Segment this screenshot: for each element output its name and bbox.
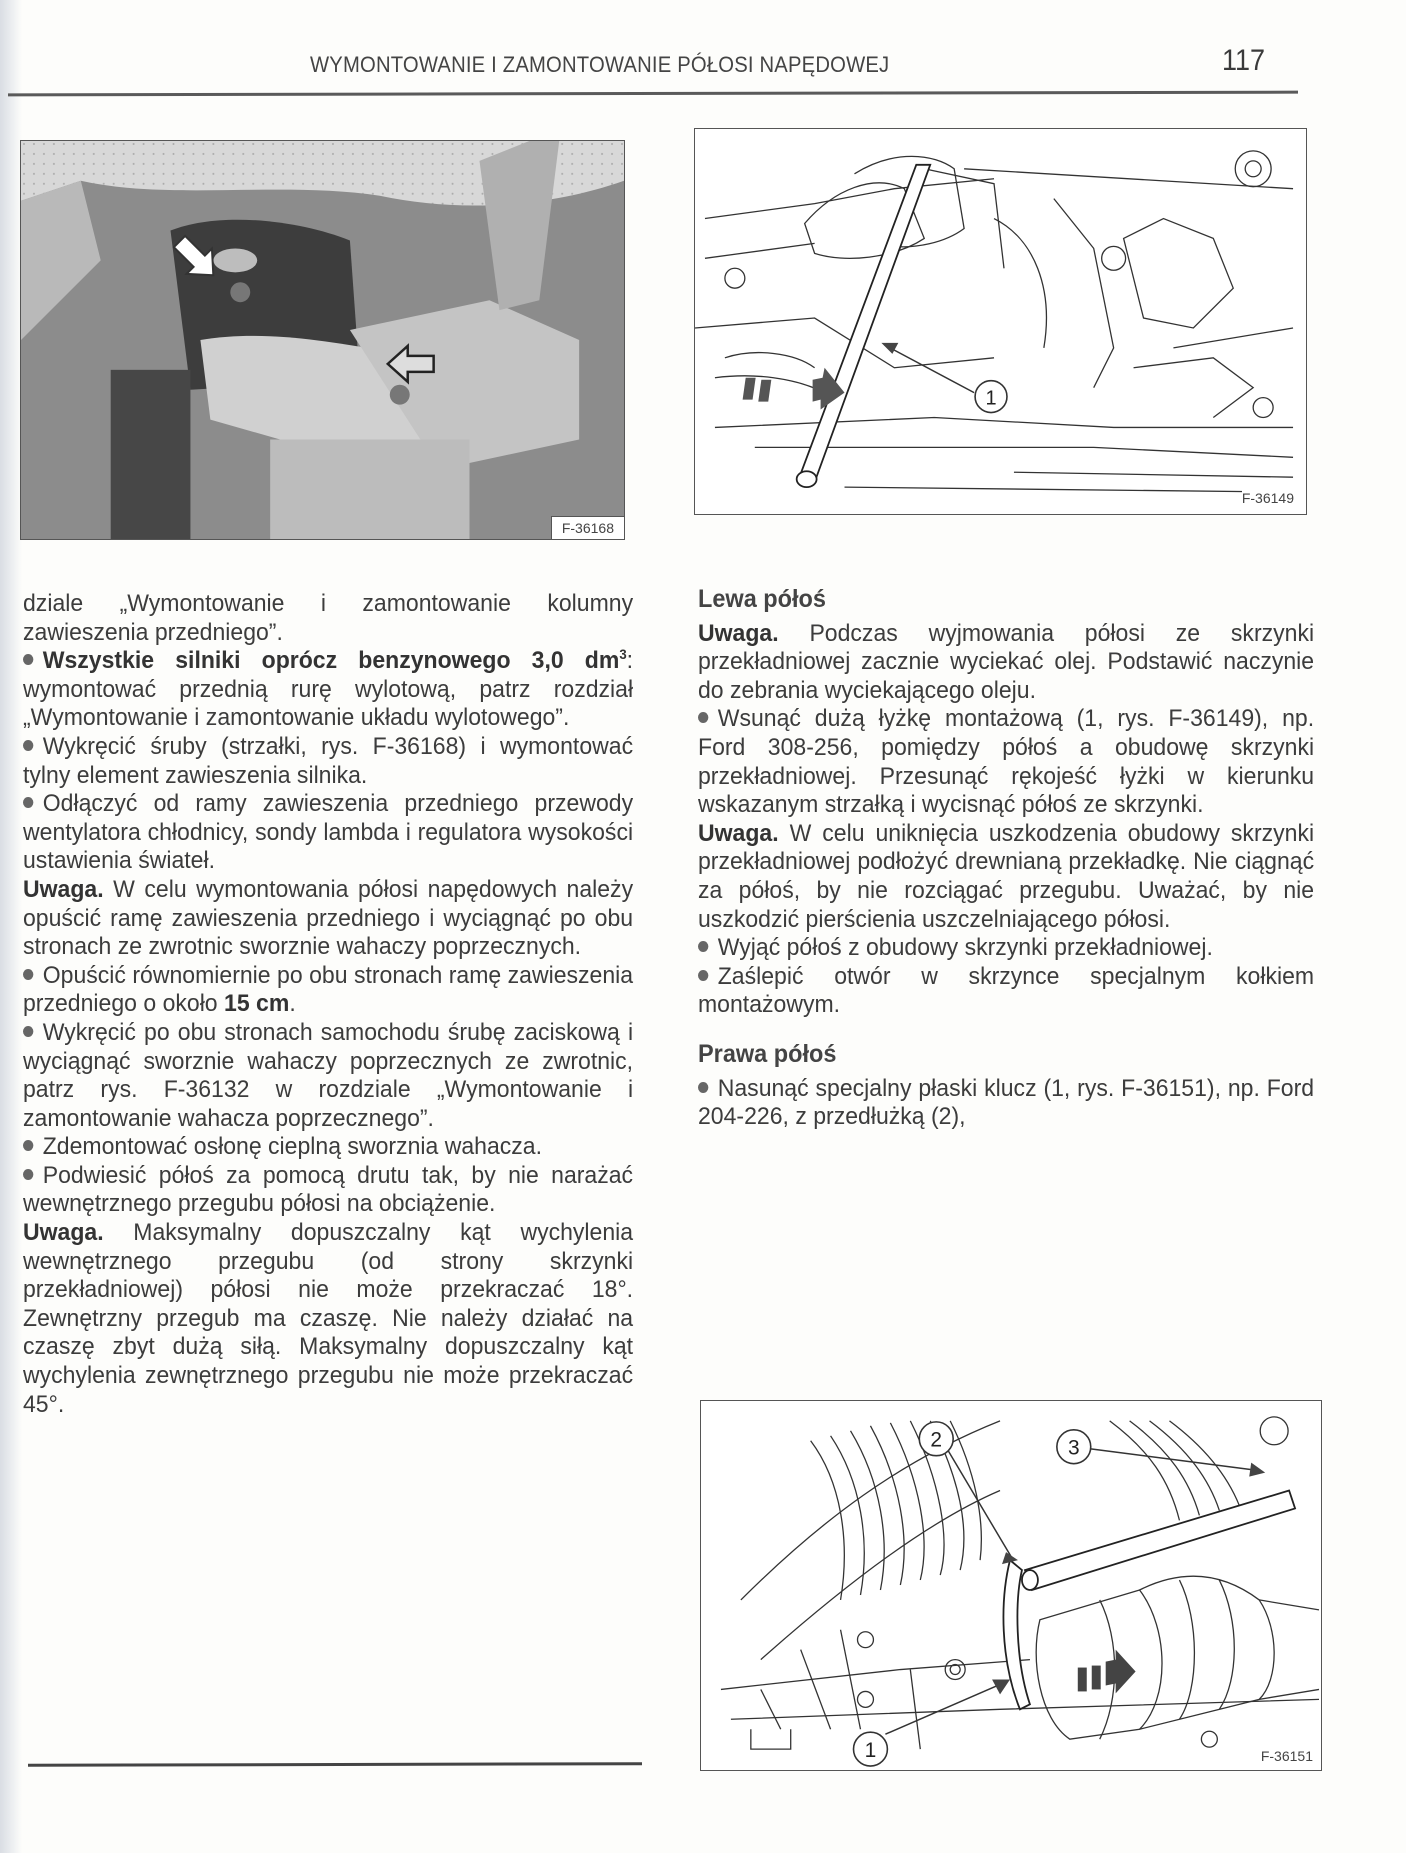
bullet-icon bbox=[698, 1082, 708, 1093]
bullet-icon bbox=[698, 941, 708, 952]
bullet-paragraph: Nasunąć specjalny płaski klucz (1, rys. F-36151), np. Ford 204-226, z przedłużką (2), bbox=[698, 1074, 1315, 1131]
bullet-paragraph: Zdemontować osłonę cieplną sworznia wahacza. bbox=[23, 1133, 633, 1162]
bullet-icon bbox=[23, 740, 33, 751]
left-text-column bbox=[23, 590, 633, 1419]
bullet-paragraph: Zaślepić otwór w skrzynce specjalnym kołkiem montażowym. bbox=[698, 962, 1315, 1019]
callout-2 bbox=[919, 1422, 953, 1456]
bullet-icon bbox=[23, 969, 33, 980]
figure-photo-f36168 bbox=[20, 140, 625, 540]
svg-text:1: 1 bbox=[985, 387, 997, 410]
figure-label: F-36149 bbox=[1241, 490, 1294, 506]
bullet-icon bbox=[23, 654, 33, 665]
figure-drawing-f36151 bbox=[700, 1400, 1322, 1771]
note-paragraph: Uwaga. W celu uniknięcia uszkodzenia obudowy skrzynki przekładniowej podłożyć drewnianą przekładkę. Nie ciągnąć za półoś, by nie rozciągać przegubu. Uważać, by nie uszkodzić pierścienia uszczelniającego półosi. bbox=[698, 819, 1315, 933]
wrench-extension bbox=[1003, 1491, 1295, 1710]
section-heading-left-halfshaft: Lewa półoś bbox=[698, 585, 826, 613]
figure-label: F-36168 bbox=[551, 516, 624, 539]
bullet-paragraph: Wykręcić śruby (strzałki, rys. F-36168) i wymontować tylny element zawieszenia silnika. bbox=[23, 732, 634, 789]
page-number: 117 bbox=[1222, 44, 1266, 77]
bullet-icon bbox=[23, 1026, 33, 1037]
footer-rule bbox=[28, 1762, 642, 1767]
bullet-paragraph: Wykręcić po obu stronach samochodu śrubę zaciskową i wyciągnąć sworznie wahaczy poprzecznych ze zwrotnic, patrz rys. F-36132 w rozdziale „Wymontowanie i zamontowanie wahacza poprzecznego”. bbox=[23, 1018, 634, 1132]
callout-1 bbox=[854, 1732, 888, 1766]
svg-text:1: 1 bbox=[864, 1739, 877, 1763]
running-title: WYMONTOWANIE I ZAMONTOWANIE PÓŁOSI NAPĘDOWEJ bbox=[310, 52, 890, 77]
engine-mount-photo bbox=[21, 141, 624, 539]
section-heading-right-halfshaft: Prawa półoś bbox=[698, 1039, 837, 1068]
bullet-paragraph: Podwiesić półoś za pomocą drutu tak, by nie narażać wewnętrznego przegubu półosi na obciążenie. bbox=[23, 1161, 634, 1218]
bullet-icon bbox=[23, 1169, 33, 1180]
pry-bar bbox=[797, 165, 931, 487]
svg-text:2: 2 bbox=[930, 1428, 943, 1452]
page-binding-shadow bbox=[0, 0, 22, 1853]
paragraph: dziale „Wymontowanie i zamontowanie kolumny zawieszenia przedniego”. bbox=[23, 590, 634, 646]
note-paragraph: Uwaga. Podczas wyjmowania półosi ze skrzynki przekładniowej zacznie wyciekać olej. Podstawić naczynie do zebrania wyciekającego oleju. bbox=[698, 619, 1315, 704]
note-paragraph: Uwaga. Maksymalny dopuszczalny kąt wychylenia wewnętrznego przegubu (od strony skrzynki przekładniowej) półosi nie może przekraczać 18°. Zewnętrzny przegub ma czaszę. Nie należy działać na czaszę zbyt dużą siłą. Maksymalny dopuszczalny kąt wychylenia zewnętrznego przegubu nie może przekraczać 45°. bbox=[23, 1219, 634, 1418]
bullet-paragraph: Odłączyć od ramy zawieszenia przedniego przewody wentylatora chłodnicy, sondy lambda i regulatora wysokości ustawienia świateł. bbox=[23, 790, 634, 875]
bullet-icon bbox=[23, 1140, 33, 1151]
flat-wrench-drawing bbox=[701, 1401, 1321, 1770]
figure-drawing-f36149 bbox=[694, 128, 1307, 515]
bullet-paragraph: Opuścić równomiernie po obu stronach ramę zawieszenia przedniego o około 15 cm. bbox=[23, 961, 634, 1018]
bullet-paragraph: Wsunąć dużą łyżkę montażową (1, rys. F-36149), np. Ford 308-256, pomiędzy półoś a obudowę skrzynki przekładniowej. Przesunąć rękojeść łyżki w kierunku wskazanym strzałką i wycisnąć półoś ze skrzynki. bbox=[698, 705, 1315, 819]
callout-3 bbox=[1057, 1430, 1091, 1464]
bullet-icon bbox=[23, 797, 33, 808]
bullet-icon bbox=[698, 970, 708, 981]
note-paragraph: Uwaga. W celu wymontowania półosi napędowych należy opuścić ramę zawieszenia przedniego i wyciągnąć po obu stronach ze zwrotnic sworznie wahaczy poprzecznych. bbox=[23, 875, 634, 961]
bullet-paragraph: Wszystkie silniki oprócz benzynowego 3,0 $dm^3$: wymontować przednią rurę wylotową, patrz rozdział „Wymontowanie i zamontowanie układu wylotowego”. bbox=[23, 646, 634, 732]
direction-arrow-icon bbox=[1078, 1650, 1136, 1694]
right-text-column bbox=[698, 585, 1314, 1132]
header-rule bbox=[8, 91, 1298, 97]
pry-bar-drawing bbox=[695, 129, 1306, 514]
direction-arrow-icon bbox=[743, 368, 845, 410]
svg-text:3: 3 bbox=[1067, 1436, 1080, 1460]
figure-label: F-36151 bbox=[1260, 1748, 1313, 1764]
callout-1 bbox=[975, 381, 1007, 413]
bullet-paragraph: Wyjąć półoś z obudowy skrzynki przekładniowej. bbox=[698, 934, 1314, 963]
bullet-icon bbox=[698, 712, 708, 723]
